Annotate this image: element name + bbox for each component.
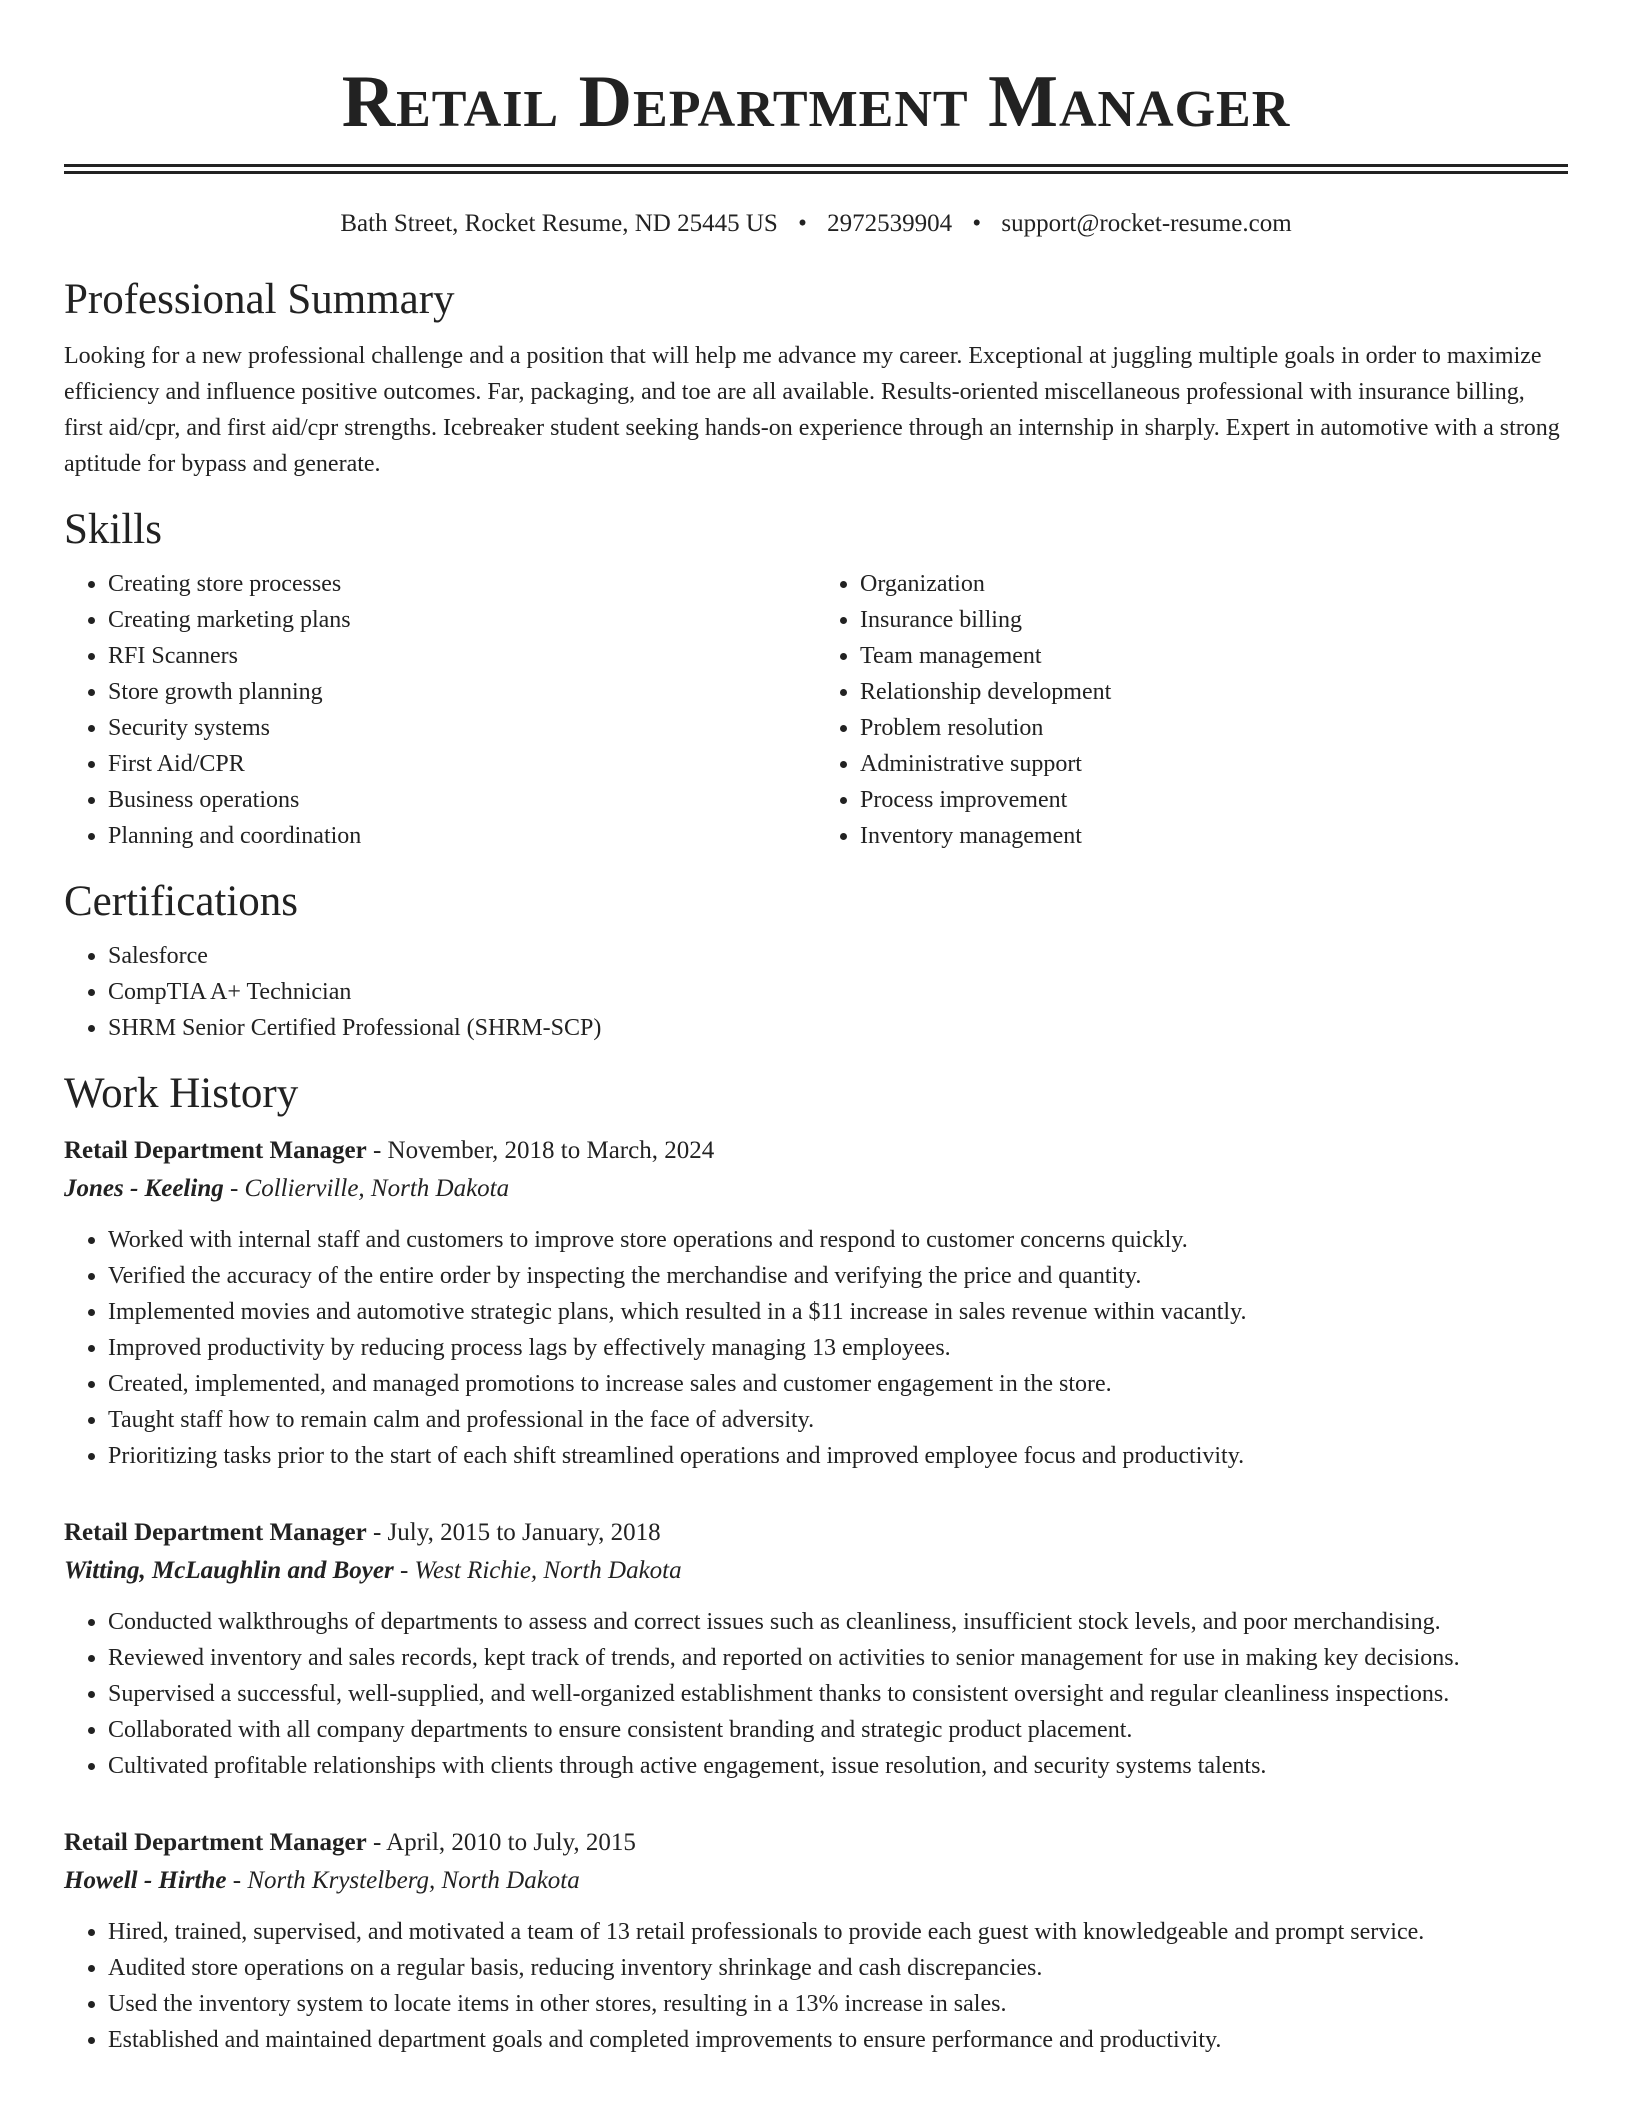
job-bullet: • Audited store operations on a regular basis, reducing inventory shrinkage and cash discrepancies. (108, 1950, 1568, 1986)
job-company-line (64, 1552, 1568, 1590)
skill-item: • Relationship development (860, 674, 1568, 710)
skills-columns (64, 566, 1568, 854)
skill-item: • Inventory management (860, 818, 1568, 854)
summary-text: Looking for a new professional challenge and a position that will help me advance my career. Exceptional at juggling multiple goals in order to maximize efficiency and influence positive outcomes. Far, packaging, and toe are all available. Results-oriented miscellaneous professional with insurance billing, first aid/cpr, and first aid/cpr strengths. Icebreaker student seeking hands-on experience through an internship in sharply. Expert in automotive with a strong aptitude for bypass and generate. (64, 343, 1560, 477)
certification-item: • SHRM Senior Certified Professional (SHRM-SCP) (108, 1010, 1568, 1046)
job-bullet: • Supervised a successful, well-supplied, and well-organized establishment thanks to consistent oversight and regular cleanliness inspections. (108, 1676, 1568, 1712)
job-title-line (64, 1514, 1568, 1552)
job-bullet: • Prioritizing tasks prior to the start of each shift streamlined operations and improved employee focus and productivity. (108, 1438, 1568, 1474)
contact-separator: • (798, 210, 807, 237)
job-dates: - April, 2010 to July, 2015 (366, 1829, 636, 1856)
job-company: Witting, McLaughlin and Boyer (64, 1557, 394, 1584)
job-bullets (64, 1604, 1568, 1784)
job-company: Jones - Keeling (64, 1175, 224, 1202)
contact-phone: 2972539904 (827, 210, 953, 237)
contact-email: support@rocket-resume.com (1001, 210, 1292, 237)
job-bullet: • Cultivated profitable relationships with clients through active engagement, issue resolution, and security systems talents. (108, 1748, 1568, 1784)
job-bullet: • Created, implemented, and managed promotions to increase sales and customer engagement in the store. (108, 1366, 1568, 1402)
skill-item: • First Aid/CPR (108, 746, 816, 782)
certifications-heading: Certifications (64, 878, 299, 925)
job-entry (64, 1824, 1568, 2058)
contact-address: Bath Street, Rocket Resume, ND 25445 US (340, 210, 778, 237)
skill-item: • Store growth planning (108, 674, 816, 710)
job-bullet: • Collaborated with all company departments to ensure consistent branding and strategic product placement. (108, 1712, 1568, 1748)
job-company-line (64, 1862, 1568, 1900)
skill-item: • Planning and coordination (108, 818, 816, 854)
certifications-list (64, 938, 1568, 1046)
skill-item: • Business operations (108, 782, 816, 818)
job-bullet: • Reviewed inventory and sales records, kept track of trends, and reported on activities to senior management for use in making key decisions. (108, 1640, 1568, 1676)
contact-line (64, 208, 1568, 240)
skill-item: • RFI Scanners (108, 638, 816, 674)
skills-list-right (816, 566, 1568, 854)
skill-item: • Team management (860, 638, 1568, 674)
job-bullet: • Used the inventory system to locate items in other stores, resulting in a 13% increase in sales. (108, 1986, 1568, 2022)
job-location: - North Krystelberg, North Dakota (226, 1867, 580, 1894)
job-company-line (64, 1170, 1568, 1208)
job-dates: - July, 2015 to January, 2018 (366, 1519, 661, 1546)
job-bullet: • Taught staff how to remain calm and professional in the face of adversity. (108, 1402, 1568, 1438)
job-entry (64, 1514, 1568, 1784)
job-bullet: • Implemented movies and automotive strategic plans, which resulted in a $11 increase in sales revenue within vacantly. (108, 1294, 1568, 1330)
job-dates: - November, 2018 to March, 2024 (366, 1137, 715, 1164)
skill-item: • Organization (860, 566, 1568, 602)
skill-item: • Administrative support (860, 746, 1568, 782)
skill-item: • Creating marketing plans (108, 602, 816, 638)
certification-item: • Salesforce (108, 938, 1568, 974)
job-bullet: • Established and maintained department goals and completed improvements to ensure performance and productivity. (108, 2022, 1568, 2058)
job-title-line (64, 1132, 1568, 1170)
skills-heading: Skills (64, 506, 162, 553)
job-title-line (64, 1824, 1568, 1862)
certification-item: • CompTIA A+ Technician (108, 974, 1568, 1010)
skill-item: • Problem resolution (860, 710, 1568, 746)
contact-separator: • (972, 210, 982, 237)
job-bullets (64, 1914, 1568, 2058)
job-title: Retail Department Manager (64, 1519, 367, 1546)
skill-item: • Process improvement (860, 782, 1568, 818)
job-bullet: • Conducted walkthroughs of departments to assess and correct issues such as cleanliness, insufficient stock levels, and poor merchandising. (108, 1604, 1568, 1640)
job-bullet: • Verified the accuracy of the entire order by inspecting the merchandise and verifying the price and quantity. (108, 1258, 1568, 1294)
header-divider (64, 164, 1568, 174)
skill-item: • Creating store processes (108, 566, 816, 602)
work-history-heading: Work History (64, 1070, 299, 1117)
job-company: Howell - Hirthe (64, 1867, 227, 1894)
job-title: Retail Department Manager (64, 1137, 367, 1164)
job-location: - West Richie, North Dakota (393, 1557, 682, 1584)
job-bullet: • Worked with internal staff and customers to improve store operations and respond to customer concerns quickly. (108, 1222, 1568, 1258)
job-title: Retail Department Manager (64, 1829, 367, 1856)
skills-list-left (64, 566, 816, 854)
job-bullet: • Improved productivity by reducing process lags by effectively managing 13 employees. (108, 1330, 1568, 1366)
job-bullet: • Hired, trained, supervised, and motivated a team of 13 retail professionals to provide each guest with knowledgeable and prompt service. (108, 1914, 1568, 1950)
skill-item: • Insurance billing (860, 602, 1568, 638)
summary-heading: Professional Summary (64, 276, 455, 323)
skill-item: • Security systems (108, 710, 816, 746)
job-bullets (64, 1222, 1568, 1474)
job-location: - Collierville, North Dakota (223, 1175, 510, 1202)
resume-name: Retail Department Manager (341, 61, 1291, 143)
job-entry (64, 1132, 1568, 1474)
